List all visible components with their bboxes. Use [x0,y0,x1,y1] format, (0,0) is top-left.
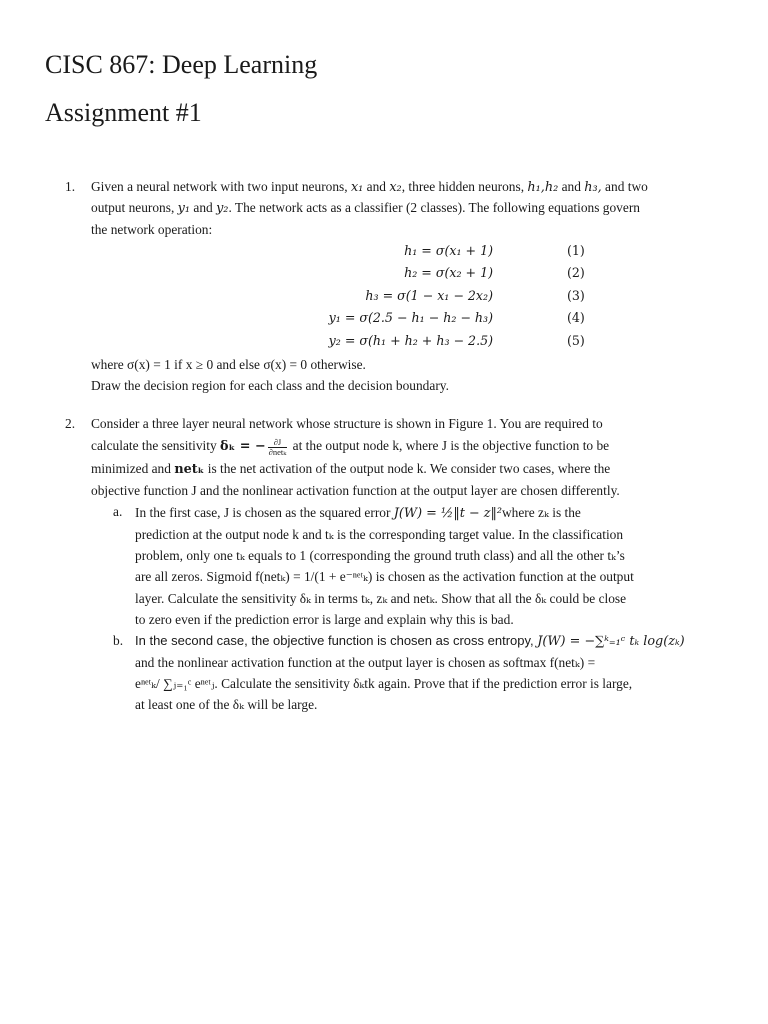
q2-text: minimized and [91,461,175,477]
item-a-label: a. [113,503,123,519]
q1-text: output neurons, [91,200,178,216]
equation-5 [91,330,731,353]
q1-text: and [190,200,217,216]
equation-4-label: (4) [567,310,585,326]
item-b-line-3: eⁿᵉᵗₖ/ ∑ⱼ₌₁ᶜ eⁿᵉᵗⱼ. Calculate the sensitivity δₖtk again. Prove that if the prediction error is large, [135,675,633,691]
equation-4 [91,307,731,330]
equation-2 [91,262,731,285]
q1-text: and [363,179,390,194]
question-2-number: 2. [65,416,76,431]
equation-2-label: (2) [567,265,585,281]
var-h3: h₃, [584,180,602,195]
sensitivity-symbol: δₖ = − [220,439,266,455]
q1-where-line: where σ(x) = 1 if x ≥ 0 and else σ(x) = 0 otherwise. [91,356,366,372]
equation-1-expr: h₁ = σ(x₁ + 1) [404,242,493,258]
q1-draw-line: Draw the decision region for each class and the decision boundary. [91,378,449,394]
var-y1: y₁ [177,201,191,217]
q2-text: at the output node k, where J is the objective function to be [289,438,610,454]
q1-text: Given a neural network with two input neurons, [91,179,351,194]
q2-item-a [91,501,725,630]
q1-text: , three hidden neurons, [401,179,528,194]
equation-1 [91,240,731,263]
q1-text: . The network acts as a classifier (2 classes). The following equations govern [228,200,640,216]
q1-text: and two [601,179,648,194]
cross-entropy-equation: J(W) = −∑ᵏ₌₁ᶜ tₖ log(zₖ) [537,634,685,650]
var-x2: x₂ [389,180,402,195]
net-symbol: netₖ [174,462,205,478]
partial-fraction [268,438,288,457]
item-b-label: b. [113,633,124,649]
equation-4-expr: y₁ = σ(2.5 − h₁ − h₂ − h₃) [328,310,493,326]
var-y2: y₂ [216,201,229,217]
fraction-denominator: ∂netₖ [268,446,287,457]
course-title: CISC 867: Deep Learning [45,50,318,79]
var-h1-h2: h₁,h₂ [527,180,559,195]
squared-error-equation: J(W) = ½‖t − z‖² [393,505,502,521]
item-a-line-1 [135,501,725,524]
q2-line-3 [91,458,725,479]
q1-line-3 [91,219,725,240]
item-b-line-2: and the nonlinear activation function at the output layer is chosen as softmax f(netₖ) = [135,654,596,670]
equation-2-expr: h₂ = σ(x₂ + 1) [404,265,493,281]
q1-text: and [558,179,585,194]
q2-text: calculate the sensitivity [91,438,221,454]
item-a-line-3: problem, only one tₖ equals to 1 (corresponding the ground truth class) and all the other tₖ’s [135,548,625,564]
q2-text: is the net activation of the output node k. We consider two cases, where the [204,461,611,477]
item-b-line-1 [135,630,725,651]
equation-block [91,240,725,354]
q1-line-1 [91,176,725,197]
equation-3-label: (3) [567,287,585,303]
item-a-text: In the first case, J is chosen as the squared error [135,504,394,520]
item-a-line-2: prediction at the output node k and tₖ is the corresponding target value. In the classification [135,526,624,542]
fraction-numerator: ∂J [268,438,288,448]
item-a-line-4: are all zeros. Sigmoid f(netₖ) = 1/(1 + e⁻ⁿᵉᵗₖ) is chosen as the activation function at the output [135,569,634,585]
equation-5-expr: y₂ = σ(h₁ + h₂ + h₃ − 2.5) [328,332,493,348]
q2-line-4: objective function J and the nonlinear activation function at the output layer are chosen differently. [91,482,620,498]
q2-subitems [91,501,725,716]
q1-text: the network operation: [91,221,213,237]
equation-1-label: (1) [567,242,585,258]
q2-line-2 [91,434,725,458]
item-a-text: where zₖ is the [502,504,581,520]
equation-3-expr: h₃ = σ(1 − x₁ − 2x₂) [365,287,493,303]
var-x1: x₁ [350,180,364,195]
item-a-line-6: to zero even if the prediction error is large and explain why this is bad. [135,612,514,628]
question-1 [65,176,725,396]
item-a-line-5: layer. Calculate the sensitivity δₖ in terms tₖ, zₖ and netₖ. Show that all the δₖ could be close [135,590,627,606]
equation-3 [91,285,731,308]
question-1-number: 1. [65,179,76,194]
item-b-line-4: at least one of the δₖ will be large. [135,697,318,713]
question-2 [65,413,725,716]
assignment-title: Assignment #1 [45,98,202,127]
equation-5-label: (5) [567,332,585,348]
item-b-text: In the second case, the objective function is chosen as cross entropy, [135,633,538,649]
q1-line-2 [91,197,725,218]
q2-line-1: Consider a three layer neural network whose structure is shown in Figure 1. You are required to [91,416,603,431]
q2-item-b [91,630,725,715]
